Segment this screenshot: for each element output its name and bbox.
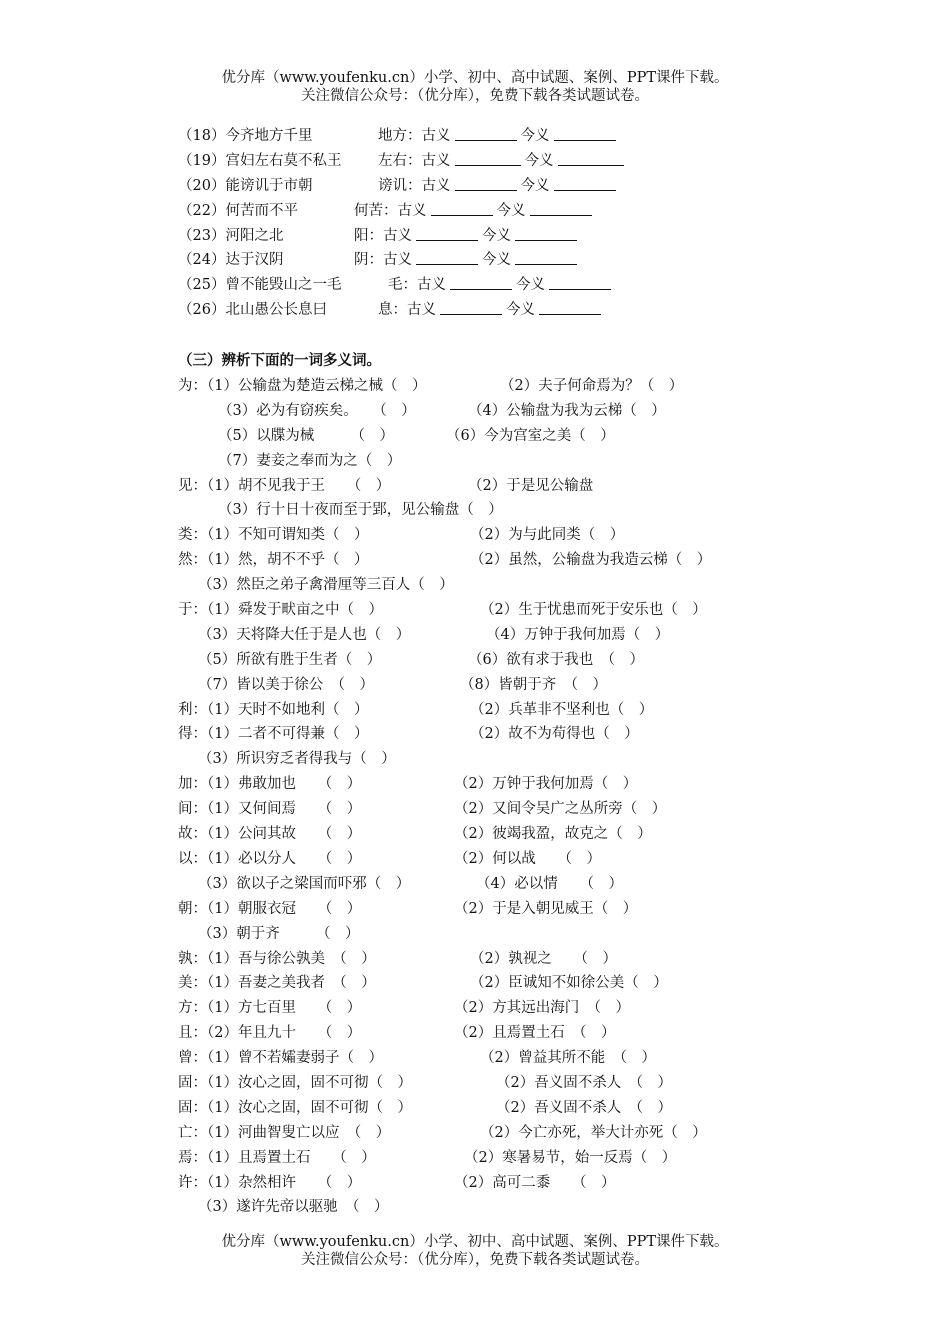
polysemy-row <box>178 424 898 449</box>
target-word: 何苦： <box>354 202 398 219</box>
polysemy-row <box>178 747 898 772</box>
header-line-2: 关注微信公众号：（优分库），免费下载各类试题试卷。 <box>301 88 649 104</box>
polysemy-item-right: （2）为与此同类（ ） <box>470 527 625 544</box>
gu-jin-yi-row <box>178 298 898 323</box>
gu-yi-blank[interactable] <box>455 175 517 191</box>
sentence-text: 曾不能毁山之一毛 <box>225 277 342 294</box>
polysemy-item-right: （2）于是见公输盘 <box>468 477 594 494</box>
polysemy-item-right: （2）彼竭我盈，故克之（ ） <box>454 826 652 843</box>
polysemy-item-left: 类：（1）不知可谓知类（ ） <box>178 527 369 544</box>
polysemy-item-left: （3）行十日十夜而至于郢，见公输盘（ ） <box>218 502 503 519</box>
polysemy-row <box>178 722 898 747</box>
jin-yi-label: 今义 <box>520 177 550 194</box>
polysemy-item-left: 利：（1）天时不如地利（ ） <box>178 701 369 718</box>
gu-yi-label: 古义 <box>397 202 427 219</box>
gu-jin-yi-row <box>178 273 898 298</box>
jin-yi-blank[interactable] <box>530 200 592 216</box>
jin-yi-blank[interactable] <box>515 225 577 241</box>
polysemy-row <box>178 1046 898 1071</box>
item-answer-area <box>378 124 620 149</box>
gu-jin-yi-row <box>178 224 898 249</box>
polysemy-item-left: 曾：（1）曾不若孀妻弱子（ ） <box>178 1050 383 1067</box>
polysemy-row <box>178 598 898 623</box>
item-answer-area <box>388 273 615 298</box>
polysemy-row <box>178 847 898 872</box>
polysemy-row <box>178 1071 898 1096</box>
polysemy-row <box>178 523 898 548</box>
polysemy-item-left: 孰：（1）吾与徐公孰美 （ ） <box>178 950 376 967</box>
polysemy-item-right: （2）且焉置土石 （ ） <box>454 1025 616 1042</box>
polysemy-item-right: （6）今为宫室之美（ ） <box>446 427 615 444</box>
item-number: （19） <box>178 152 226 169</box>
footer-line-1: 优分库（www.youfenku.cn）小学、初中、高中试题、案例、PPT课件下载。 <box>221 1234 729 1250</box>
item-prefix <box>178 224 283 249</box>
gu-jin-yi-section <box>178 124 898 323</box>
item-prefix <box>178 174 312 199</box>
item-answer-area <box>378 298 605 323</box>
polysemy-item-right: （8）皆朝于齐 （ ） <box>460 676 607 693</box>
polysemy-row <box>178 971 898 996</box>
target-word: 阴： <box>354 252 383 269</box>
polysemy-item-right: （2）吾义固不杀人 （ ） <box>496 1074 672 1091</box>
polysemy-item-left: （7）皆以美于徐公 （ ） <box>198 676 374 693</box>
polysemy-item-right: （2）虽然，公输盘为我造云梯（ ） <box>470 552 712 569</box>
polysemy-row <box>178 897 898 922</box>
target-word: 息： <box>378 302 407 319</box>
sentence-text: 宫妇左右莫不私王 <box>225 152 342 169</box>
polysemy-row <box>178 1121 898 1146</box>
polysemy-item-right: （2）于是入朝见威王（ ） <box>454 900 638 917</box>
footer-line-2: 关注微信公众号：（优分库），免费下载各类试题试卷。 <box>301 1252 649 1268</box>
item-answer-area <box>354 224 581 249</box>
polysemy-row <box>178 1146 898 1171</box>
item-number: （22） <box>178 202 226 219</box>
polysemy-item-left: 故：（1）公问其故 （ ） <box>178 826 362 843</box>
polysemy-item-left: 朝：（1）朝服衣冠 （ ） <box>178 900 362 917</box>
polysemy-row <box>178 822 898 847</box>
item-prefix <box>178 124 312 149</box>
polysemy-row <box>178 1171 898 1196</box>
polysemy-item-right: （6）欲有求于我也 （ ） <box>468 651 644 668</box>
jin-yi-blank[interactable] <box>554 125 616 141</box>
sentence-text: 能谤讥于市朝 <box>225 177 313 194</box>
page-footer <box>0 1233 950 1269</box>
gu-yi-label: 古义 <box>421 152 451 169</box>
target-word: 毛： <box>388 277 417 294</box>
sentence-text: 今齐地方千里 <box>225 128 313 144</box>
polysemy-item-left: 亡：（1）河曲智叟亡以应 （ ） <box>178 1124 391 1141</box>
polysemy-item-right: （2）今亡亦死，举大计亦死（ ） <box>480 1124 707 1141</box>
polysemy-item-left: 以：（1）必以分人 （ ） <box>178 850 362 867</box>
polysemy-row <box>178 996 898 1021</box>
polysemy-item-left: （3）朝于齐 （ ） <box>198 925 360 942</box>
polysemy-item-left: 焉：（1）且焉置土石 （ ） <box>178 1149 376 1166</box>
gu-yi-blank[interactable] <box>455 150 521 166</box>
jin-yi-blank[interactable] <box>549 274 611 290</box>
polysemy-row <box>178 922 898 947</box>
jin-yi-label: 今义 <box>516 277 545 294</box>
polysemy-item-right: （2）故不为苟得也（ ） <box>470 726 639 743</box>
item-prefix <box>178 199 298 224</box>
item-prefix <box>178 298 327 323</box>
polysemy-row <box>178 573 898 598</box>
polysemy-item-left: （5）所欲有胜于生者（ ） <box>198 651 382 668</box>
polysemy-item-left: 且：（2）年且九十 （ ） <box>178 1025 362 1042</box>
polysemy-item-right: （2）万钟于我何加焉（ ） <box>454 776 638 793</box>
polysemy-row <box>178 1096 898 1121</box>
sentence-text: 达于汉阴 <box>225 252 284 269</box>
polysemy-item-right: （2）寒暑易节，始一反焉（ ） <box>464 1149 677 1166</box>
gu-yi-label: 古义 <box>407 302 436 319</box>
polysemy-item-left: 许：（1）杂然相许 （ ） <box>178 1174 362 1191</box>
gu-yi-blank[interactable] <box>440 299 502 315</box>
polysemy-item-left: （3）欲以子之梁国而吓邪（ ） <box>198 875 411 892</box>
target-word: 谤讥： <box>378 177 422 194</box>
polysemy-row <box>178 498 898 523</box>
polysemy-item-left: （5）以牒为械 （ ） <box>218 427 394 444</box>
item-number: （23） <box>178 227 226 244</box>
gu-yi-blank[interactable] <box>431 200 493 216</box>
sentence-text: 北山愚公长息曰 <box>225 302 327 319</box>
sentence-text: 河阳之北 <box>225 227 284 244</box>
polysemy-row <box>178 772 898 797</box>
gu-jin-yi-row <box>178 174 898 199</box>
polysemy-item-left: 美：（1）吾妻之美我者 （ ） <box>178 975 376 992</box>
item-answer-area <box>378 174 620 199</box>
polysemy-item-right: （4）公输盘为我为云梯（ ） <box>468 402 666 419</box>
polysemy-item-left: （7）妻妾之奉而为之（ ） <box>218 452 402 469</box>
polysemy-row <box>178 449 898 474</box>
polysemy-row <box>178 548 898 573</box>
gu-yi-label: 古义 <box>383 227 412 244</box>
item-answer-area <box>354 199 596 224</box>
jin-yi-label: 今义 <box>524 152 554 169</box>
item-number: （18） <box>178 128 226 144</box>
jin-yi-label: 今义 <box>506 302 535 319</box>
polysemy-item-left: （3）天将降大任于是人也（ ） <box>198 626 411 643</box>
target-word: 阳： <box>354 227 383 244</box>
section-3-title: （三）辨析下面的一词多义词。 <box>178 352 381 370</box>
item-number: （26） <box>178 302 226 319</box>
polysemy-item-left: 固：（1）汝心之固，固不可彻（ ） <box>178 1099 412 1116</box>
polysemy-item-right: （2）臣诚知不如徐公美（ ） <box>470 975 668 992</box>
gu-yi-blank[interactable] <box>416 225 478 241</box>
polysemy-item-left: 方：（1）方七百里 （ ） <box>178 1000 362 1017</box>
polysemy-item-left: 得：（1）二者不可得兼（ ） <box>178 726 369 743</box>
polysemy-item-right: （4）万钟于我何加焉（ ） <box>486 626 670 643</box>
polysemy-row <box>178 673 898 698</box>
item-prefix <box>178 248 283 273</box>
polysemy-item-left: 为：（1）公输盘为楚造云梯之械（ ） <box>178 378 427 395</box>
gu-yi-label: 古义 <box>417 277 446 294</box>
jin-yi-label: 今义 <box>496 202 526 219</box>
jin-yi-label: 今义 <box>520 128 550 144</box>
polysemy-row <box>178 947 898 972</box>
gu-yi-blank[interactable] <box>455 125 517 141</box>
polysemy-item-right: （2）生于忧患而死于安乐也（ ） <box>480 602 707 619</box>
jin-yi-label: 今义 <box>482 252 511 269</box>
jin-yi-blank[interactable] <box>515 249 577 265</box>
item-answer-area <box>354 248 581 273</box>
item-number: （24） <box>178 252 226 269</box>
polysemy-item-left: （3）所识穷乏者得我与（ ） <box>198 751 396 768</box>
gu-yi-blank[interactable] <box>416 249 478 265</box>
item-prefix <box>178 149 341 174</box>
polysemy-item-left: （3）然臣之弟子禽滑厘等三百人（ ） <box>198 577 454 594</box>
gu-jin-yi-row <box>178 149 898 174</box>
polysemy-item-right: （2）兵革非不坚利也（ ） <box>470 701 654 718</box>
gu-yi-label: 古义 <box>421 177 451 194</box>
polysemy-item-left: （3）遂许先帝以驱驰 （ ） <box>198 1199 389 1216</box>
target-word: 左右： <box>378 152 422 169</box>
polysemy-row <box>178 1021 898 1046</box>
polysemy-row <box>178 872 898 897</box>
polysemy-item-right: （2）方其远出海门 （ ） <box>454 1000 630 1017</box>
polysemy-item-right: （2）高可二黍 （ ） <box>454 1174 616 1191</box>
header-line-1: 优分库（www.youfenku.cn）小学、初中、高中试题、案例、PPT课件下载。 <box>221 70 729 86</box>
gu-jin-yi-row <box>178 124 898 149</box>
polysemy-row <box>178 374 898 399</box>
gu-jin-yi-row <box>178 199 898 224</box>
jin-yi-blank[interactable] <box>558 150 624 166</box>
polysemy-row <box>178 797 898 822</box>
polysemy-item-right: （2）孰视之 （ ） <box>470 950 617 967</box>
item-number: （20） <box>178 177 226 194</box>
polysemy-item-left: （3）必为有窃疾矣。 （ ） <box>218 402 416 419</box>
jin-yi-blank[interactable] <box>554 175 616 191</box>
gu-yi-label: 古义 <box>383 252 412 269</box>
polysemy-item-left: 然：（1）然，胡不不乎（ ） <box>178 552 369 569</box>
document-body <box>178 124 898 1220</box>
polysemy-row <box>178 623 898 648</box>
polysemy-row <box>178 648 898 673</box>
polysemy-row <box>178 474 898 499</box>
gu-jin-yi-row <box>178 248 898 273</box>
polysemy-item-left: 见：（1）胡不见我于王 （ ） <box>178 477 391 494</box>
gu-yi-label: 古义 <box>421 128 451 144</box>
polysemy-item-right: （2）曾益其所不能 （ ） <box>480 1050 656 1067</box>
sentence-text: 何苦而不平 <box>225 202 298 219</box>
jin-yi-blank[interactable] <box>539 299 601 315</box>
page-header <box>0 69 950 105</box>
polysemy-section <box>178 374 898 1220</box>
gu-yi-blank[interactable] <box>450 274 512 290</box>
polysemy-item-right: （2）又间令吴广之丛所旁（ ） <box>454 801 667 818</box>
polysemy-row <box>178 399 898 424</box>
polysemy-item-right: （2）夫子何命焉为？（ ） <box>500 378 684 395</box>
polysemy-item-left: 间：（1）又何间焉 （ ） <box>178 801 362 818</box>
polysemy-item-right: （4）必以情 （ ） <box>476 875 623 892</box>
polysemy-row <box>178 1195 898 1220</box>
polysemy-row <box>178 698 898 723</box>
polysemy-item-right: （2）何以战 （ ） <box>454 850 601 867</box>
jin-yi-label: 今义 <box>482 227 511 244</box>
item-prefix <box>178 273 341 298</box>
target-word: 地方： <box>378 128 422 144</box>
polysemy-item-right: （2）吾义固不杀人 （ ） <box>496 1099 672 1116</box>
item-number: （25） <box>178 277 226 294</box>
polysemy-item-left: 固：（1）汝心之固，固不可彻（ ） <box>178 1074 412 1091</box>
polysemy-item-left: 加：（1）弗敢加也 （ ） <box>178 776 362 793</box>
item-answer-area <box>378 149 628 174</box>
polysemy-item-left: 于：（1）舜发于畎亩之中（ ） <box>178 602 383 619</box>
